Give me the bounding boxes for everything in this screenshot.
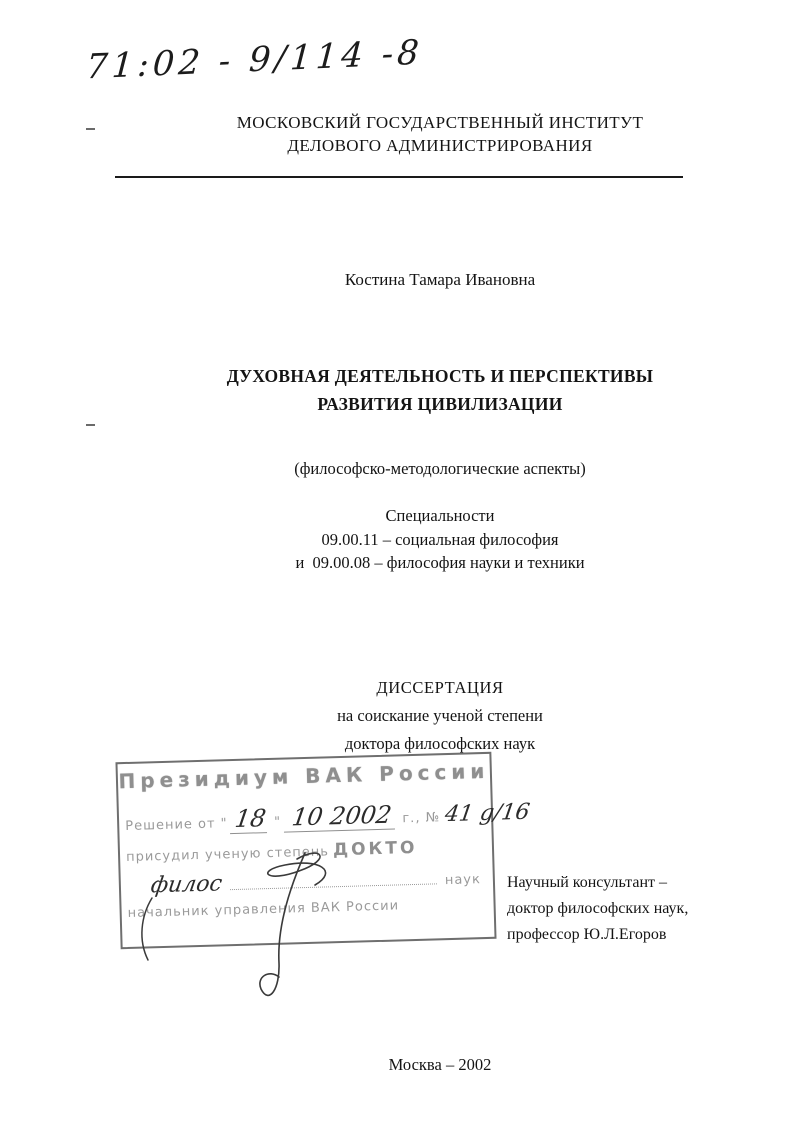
margin-tick xyxy=(86,424,95,426)
stamp-decision-prefix: Решение от " xyxy=(125,816,228,835)
dissertation-line-2: на соискание ученой степени xyxy=(337,706,543,725)
title-line-2: РАЗВИТИЯ ЦИВИЛИЗАЦИИ xyxy=(317,394,563,414)
institution-name xyxy=(90,111,790,157)
stamp-decision-number-handwritten: 41 g/16 xyxy=(443,799,532,828)
header-rule xyxy=(115,176,683,178)
stamp-subject-line xyxy=(151,862,482,898)
stamp-decision-suffix: г., № xyxy=(402,810,441,827)
author-name: Костина Тамара Ивановна xyxy=(344,270,536,289)
stamp-subject-handwritten: филос xyxy=(149,871,224,899)
stamp-decision-line xyxy=(125,798,532,837)
specialty-1: 09.00.11 – социальная философия xyxy=(321,529,559,549)
stamp-decision-date-handwritten: 10 2002 xyxy=(284,800,400,832)
stamp-decision-day-handwritten: 18 xyxy=(230,804,271,834)
consultant-line-1: Научный консультант – xyxy=(507,874,667,891)
specialties-block xyxy=(90,504,790,575)
city-year: Москва – 2002 xyxy=(388,1055,492,1074)
stamp-blank-line xyxy=(229,863,437,890)
specialty-2: и 09.00.08 – философия науки и техники xyxy=(295,553,585,572)
stamp-header: Президиум ВАК России xyxy=(118,758,490,794)
vak-stamp xyxy=(115,752,532,949)
dissertation-line-3: доктора философских наук xyxy=(344,734,536,753)
stamp-award-prefix: присудил ученую степень xyxy=(125,844,330,866)
consultant-line-2: доктор философских наук, xyxy=(507,900,689,917)
dissertation-label: ДИССЕРТАЦИЯ xyxy=(376,678,504,697)
consultant-block xyxy=(507,870,747,948)
stamp-award-line xyxy=(126,836,486,866)
stamp-subject-suffix: наук xyxy=(444,872,482,889)
stamp-decision-quote: " xyxy=(273,814,282,830)
specialties-label: Специальности xyxy=(385,506,495,525)
title-subtitle: (философско-методологические аспекты) xyxy=(294,459,586,478)
stamp-award-degree: ДОКТО xyxy=(332,837,418,861)
institution-line-1: МОСКОВСКИЙ ГОСУДАРСТВЕННЫЙ ИНСТИТУТ xyxy=(236,113,644,132)
dissertation-block xyxy=(90,674,790,758)
catalog-number-handwritten: 71:02 - 9/114 -8 xyxy=(84,32,425,88)
institution-line-2: ДЕЛОВОГО АДМИНИСТРИРОВАНИЯ xyxy=(287,136,593,155)
dissertation-title xyxy=(90,362,790,418)
stamp-official-line: начальник управления ВАК России xyxy=(127,898,400,922)
title-line-1: ДУХОВНАЯ ДЕЯТЕЛЬНОСТЬ И ПЕРСПЕКТИВЫ xyxy=(226,366,654,386)
consultant-line-3: профессор Ю.Л.Егоров xyxy=(507,926,667,943)
